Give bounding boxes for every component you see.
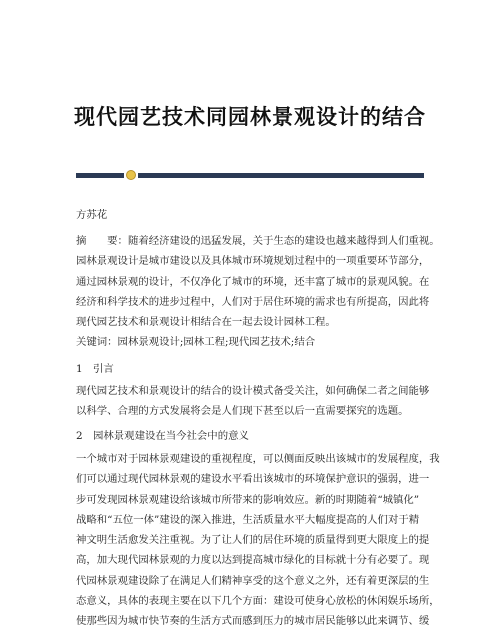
abstract-line: 通过园林景观的设计，不仅净化了城市的环境，还丰富了城市的景观风貌。在 xyxy=(76,275,430,288)
paragraph-line: 代园林景观建设除了在满足人们精神享受的这个意义之外，还有着更深层的生 xyxy=(76,574,430,587)
divider-bar-right xyxy=(138,173,424,178)
intro-paragraph xyxy=(76,381,430,422)
significance-paragraph xyxy=(76,449,440,632)
paragraph-line: 步可发现园林景观建设给该城市所带来的影响效应。新的时期随着“城镇化” xyxy=(76,493,420,506)
section-heading-significance: 2 园林景观建设在当今社会中的意义 xyxy=(76,430,249,442)
paragraph-line: 神文明生活愈发关注重视。为了让人们的居住环境的质量得到更大限度上的提 xyxy=(76,534,430,547)
paragraph-line: 战略和“五位一体”建设的深入推进，生活质量水平大幅度提高的人们对于精 xyxy=(76,513,420,526)
document-title: 现代园艺技术同园林景观设计的结合 xyxy=(74,104,426,129)
paragraph-line: 们可以通过现代园林景观的建设水平看出该城市的环境保护意识的强弱，进一 xyxy=(76,473,430,486)
paragraph-line: 高，加大现代园林景观的力度以达到提高城市绿化的目标就十分有必要了。现 xyxy=(76,554,430,567)
abstract-label: 摘 要： xyxy=(76,235,128,247)
abstract-line: 园林景观设计是城市建设以及具体城市环境规划过程中的一项重要环节部分， xyxy=(76,255,430,268)
paragraph-line: 态意义，具体的表现主要在以下几个方面：建设可使身心放松的休闲娱乐场所， xyxy=(76,595,440,608)
paragraph-line: 以科学、合理的方式发展将会是人们现下甚至以后一直需要探究的选题。 xyxy=(76,405,409,418)
abstract-line: 摘 要：随着经济建设的迅猛发展，关于生态的建设也越来越得到人们重视。 xyxy=(76,235,440,247)
abstract-block xyxy=(76,231,440,332)
keywords-line: 关键词：园林景观设计;园林工程;现代园艺技术;结合 xyxy=(76,336,316,348)
divider-badge-icon xyxy=(126,170,136,180)
author-name: 方苏花 xyxy=(76,209,108,221)
title-divider xyxy=(76,170,424,180)
abstract-line: 现代园艺技术和景观设计相结合在一起去设计园林工程。 xyxy=(76,316,336,329)
abstract-line: 经济和科学技术的进步过程中，人们对于居住环境的需求也有所提高，因此将 xyxy=(76,295,430,308)
paragraph-line: 一个城市对于园林景观建设的重视程度，可以侧面反映出该城市的发展程度，我 xyxy=(76,453,440,465)
section-heading-intro: 1 引言 xyxy=(76,363,114,375)
paragraph-line: 现代园艺技术和景观设计的结合的设计模式备受关注，如何确保二者之间能够 xyxy=(76,385,430,397)
paragraph-line: 使那些因为城市快节奏的生活方式而感到压力的城市居民能够以此来调节、缓 xyxy=(76,615,430,628)
divider-bar-left xyxy=(76,173,124,178)
